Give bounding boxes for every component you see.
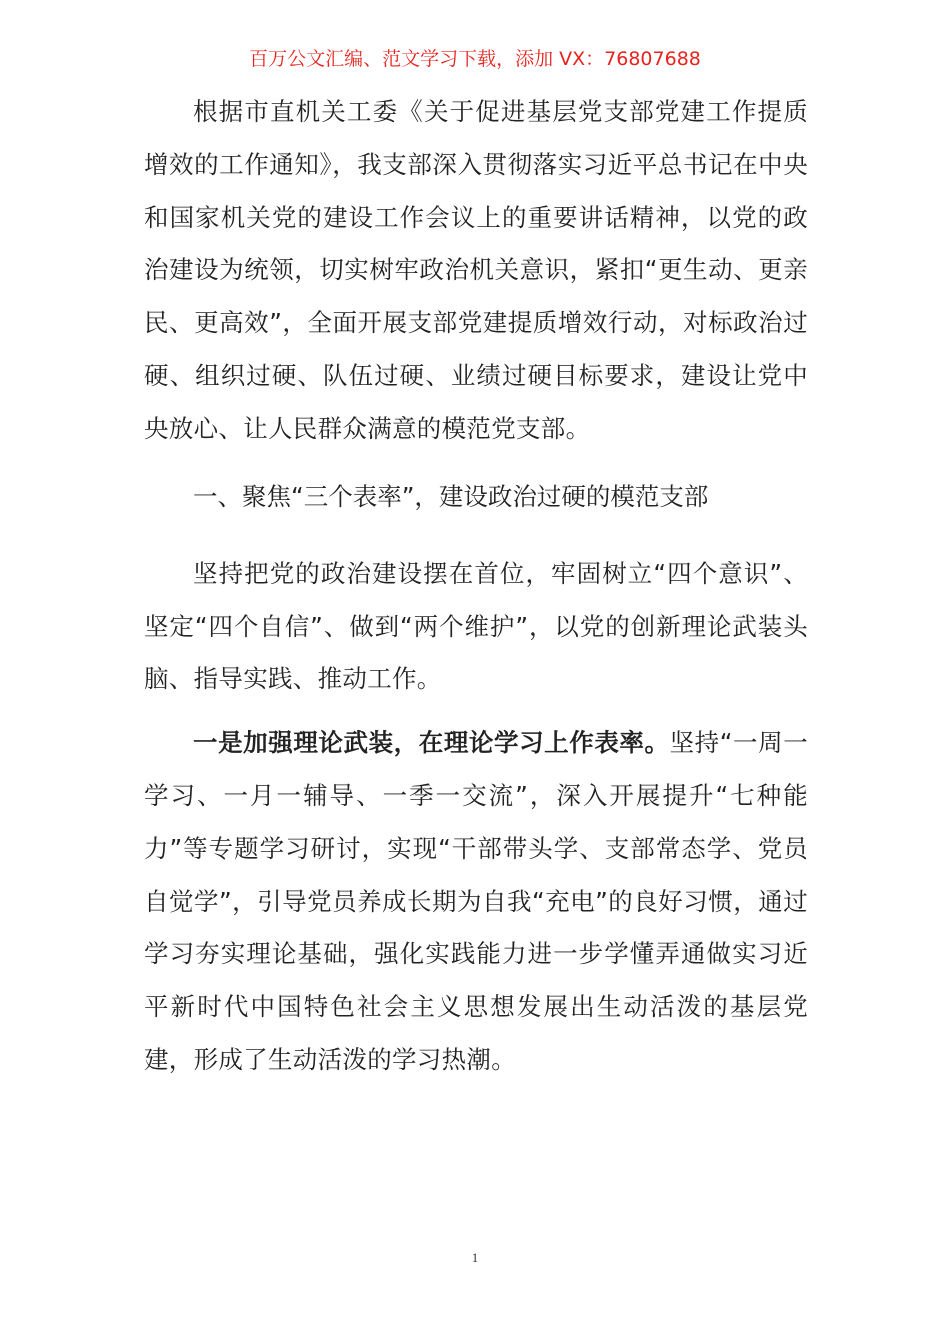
section-paragraph: 坚持把党的政治建设摆在首位，牢固树立“四个意识”、坚定“四个自信”、做到“两个维护”，以党的创新理论武装头脑、指导实践、推动工作。: [144, 558, 808, 694]
detail-paragraph: [144, 717, 808, 1087]
page-number: 1: [471, 1250, 479, 1265]
header-watermark: 百万公文汇编、范文学习下载，添加 VX：76807688: [249, 48, 701, 70]
detail-paragraph-text: 坚持“一周一学习、一月一辅导、一季一交流”，深入开展提升“七种能力”等专题学习研讨，实现“干部带头学、支部常态学、党员自觉学”，引导党员养成长期为自我“充电”的良好习惯，通过学习夯实理论基础，强化实践能力进一步学懂弄通做实习近平新时代中国特色社会主义思想发展出生动活泼的基层党建，形成了生动活泼的学习热潮。: [144, 728, 809, 1075]
section-heading: 一、聚焦“三个表率”，建设政治过硬的模范支部: [193, 481, 709, 511]
detail-paragraph-lead: 一是加强理论武装，在理论学习上作表率。: [193, 728, 670, 758]
document-body: [144, 86, 808, 1087]
intro-paragraph: 根据市直机关工委《关于促进基层党支部党建工作提质增效的工作通知》，我支部深入贯彻落实习近平总书记在中央和国家机关党的建设工作会议上的重要讲话精神，以党的政治建设为统领，切实树牢政治机关意识，紧扣“更生动、更亲民、更高效”，全面开展支部党建提质增效行动，对标政治过硬、组织过硬、队伍过硬、业绩过硬目标要求，建设让党中央放心、让人民群众满意的模范党支部。: [144, 97, 808, 443]
